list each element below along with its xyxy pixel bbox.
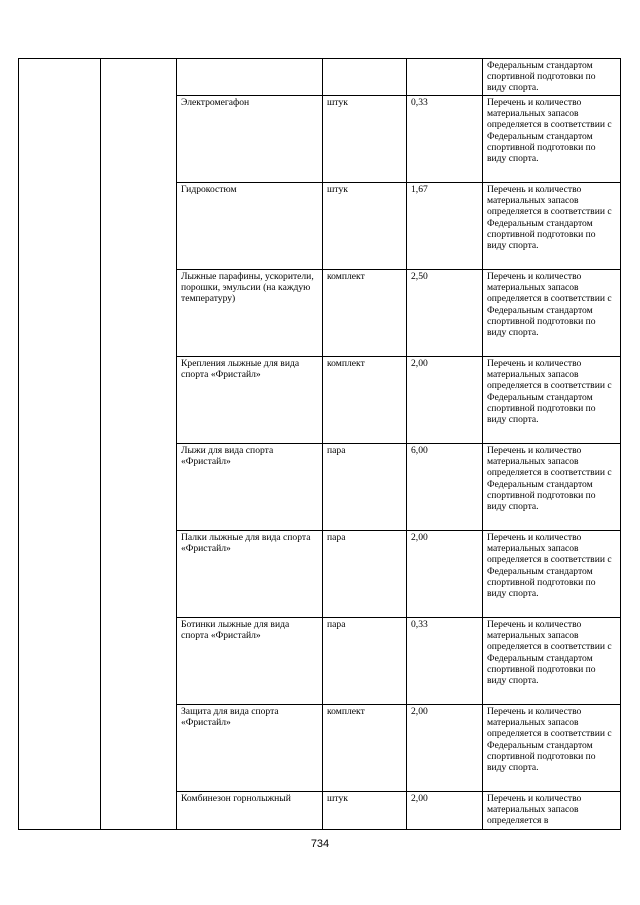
item-name-cell: Палки лыжные для вида спорта «Фристайл» (177, 531, 323, 618)
item-name-cell: Гидрокостюм (177, 183, 323, 270)
quantity-cell: 0,33 (407, 96, 483, 183)
unit-cell: штук (323, 183, 407, 270)
quantity-cell: 2,50 (407, 270, 483, 357)
item-name-cell: Лыжи для вида спорта «Фристайл» (177, 444, 323, 531)
merged-cell-col2 (101, 59, 177, 830)
note-cell: Перечень и количество материальных запасов определяется в соответствии с Федеральным стандартом спортивной подготовки по виду спорта. (483, 270, 621, 357)
note-cell: Перечень и количество материальных запасов определяется в соответствии с Федеральным стандартом спортивной подготовки по виду спорта. (483, 531, 621, 618)
unit-cell: комплект (323, 357, 407, 444)
item-name-cell: Защита для вида спорта «Фристайл» (177, 705, 323, 792)
quantity-cell: 2,00 (407, 705, 483, 792)
quantity-cell: 6,00 (407, 444, 483, 531)
table-row (19, 59, 621, 96)
item-name-cell: Лыжные парафины, ускорители, порошки, эмульсии (на каждую температуру) (177, 270, 323, 357)
item-name-cell: Ботинки лыжные для вида спорта «Фристайл» (177, 618, 323, 705)
unit-cell (323, 59, 407, 96)
item-name-cell: Электромегафон (177, 96, 323, 183)
quantity-cell (407, 59, 483, 96)
quantity-cell: 0,33 (407, 618, 483, 705)
unit-cell: пара (323, 618, 407, 705)
unit-cell: комплект (323, 270, 407, 357)
unit-cell: штук (323, 792, 407, 830)
quantity-cell: 2,00 (407, 531, 483, 618)
note-cell: Перечень и количество материальных запасов определяется в соответствии с Федеральным стандартом спортивной подготовки по виду спорта. (483, 357, 621, 444)
note-cell: Перечень и количество материальных запасов определяется в соответствии с Федеральным стандартом спортивной подготовки по виду спорта. (483, 705, 621, 792)
note-cell: Перечень и количество материальных запасов определяется в соответствии с Федеральным стандартом спортивной подготовки по виду спорта. (483, 618, 621, 705)
page-number: 734 (310, 838, 330, 850)
note-cell: Перечень и количество материальных запасов определяется в соответствии с Федеральным стандартом спортивной подготовки по виду спорта. (483, 183, 621, 270)
item-name-cell: Крепления лыжные для вида спорта «Фристайл» (177, 357, 323, 444)
quantity-cell: 1,67 (407, 183, 483, 270)
note-cell: Федеральным стандартом спортивной подготовки по виду спорта. (483, 59, 621, 96)
note-cell: Перечень и количество материальных запасов определяется в (483, 792, 621, 830)
equipment-table (18, 58, 621, 830)
note-cell: Перечень и количество материальных запасов определяется в соответствии с Федеральным стандартом спортивной подготовки по виду спорта. (483, 96, 621, 183)
item-name-cell (177, 59, 323, 96)
unit-cell: пара (323, 531, 407, 618)
unit-cell: пара (323, 444, 407, 531)
item-name-cell: Комбинезон горнолыжный (177, 792, 323, 830)
quantity-cell: 2,00 (407, 357, 483, 444)
note-cell: Перечень и количество материальных запасов определяется в соответствии с Федеральным стандартом спортивной подготовки по виду спорта. (483, 444, 621, 531)
merged-cell-col1 (19, 59, 101, 830)
unit-cell: штук (323, 96, 407, 183)
quantity-cell: 2,00 (407, 792, 483, 830)
unit-cell: комплект (323, 705, 407, 792)
